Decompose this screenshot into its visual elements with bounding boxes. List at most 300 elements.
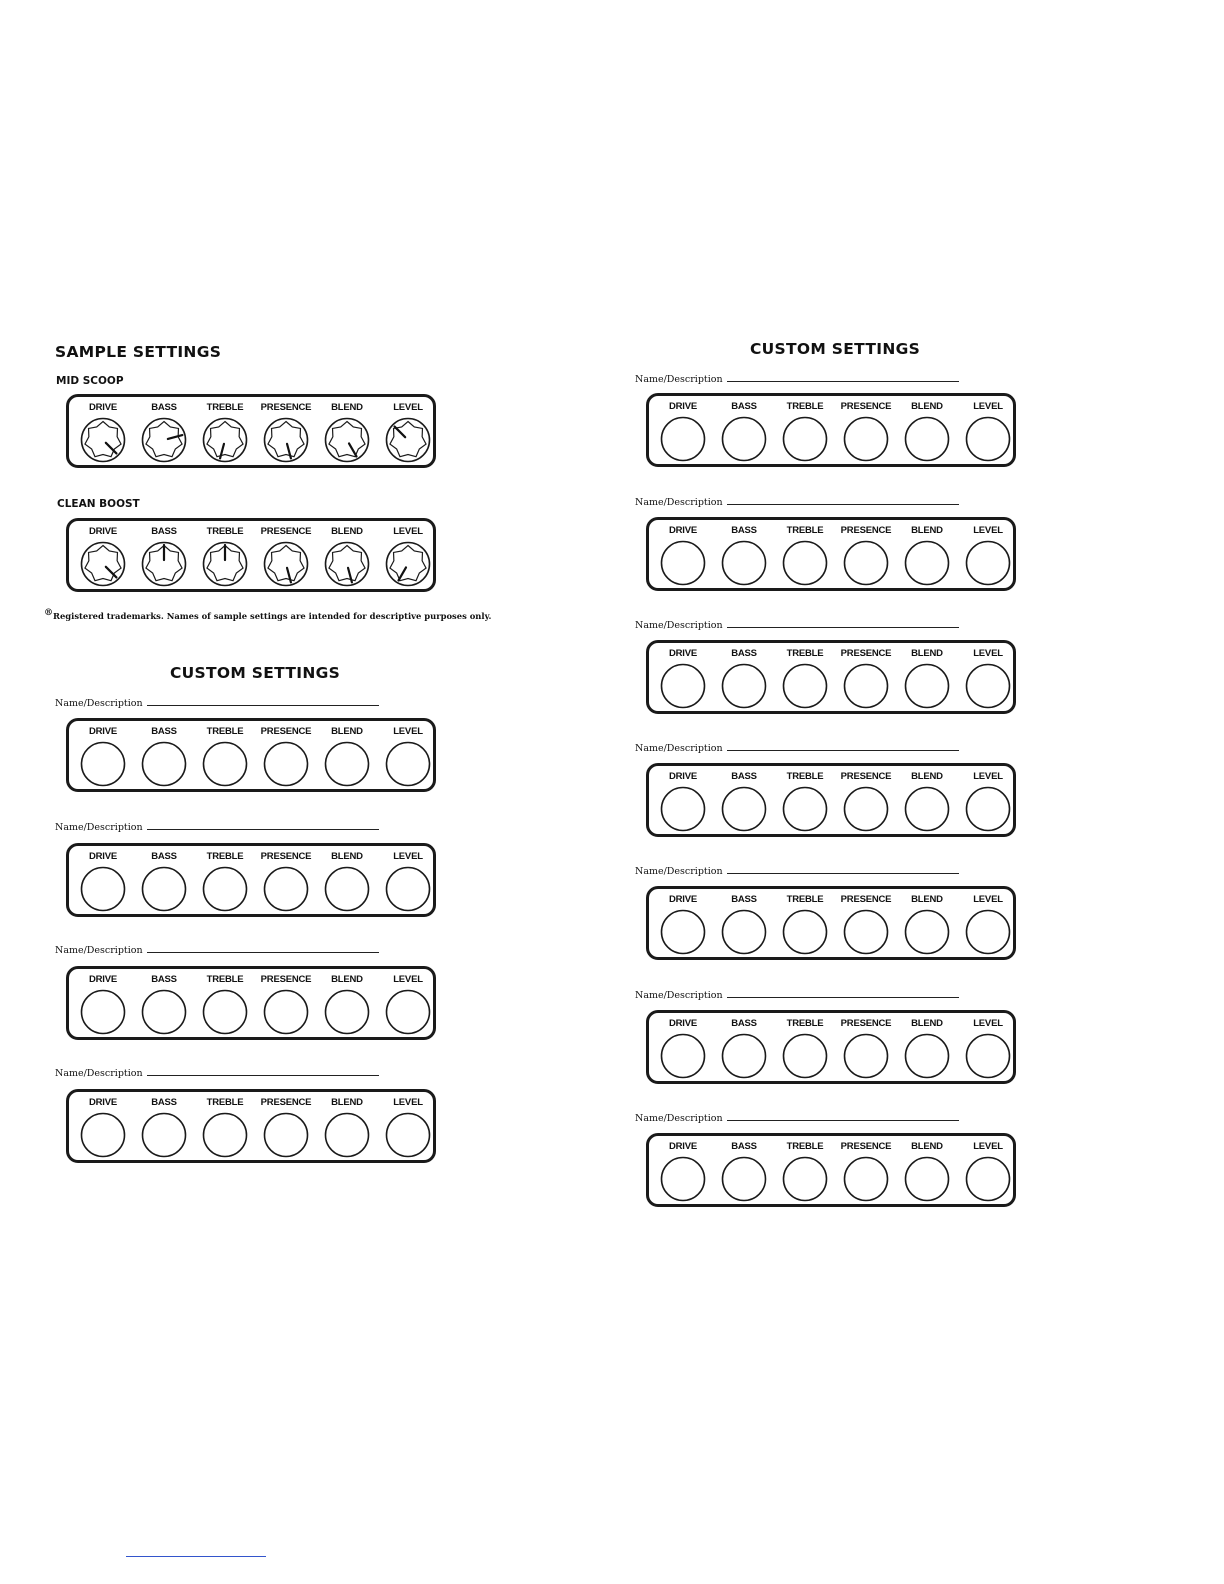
- knob-label-treble: TREBLE: [786, 771, 824, 782]
- knob-outline: [82, 1114, 125, 1157]
- blank-knob-circle[interactable]: [965, 663, 1011, 709]
- preset-label-mid-scoop: MID SCOOP: [56, 375, 124, 387]
- blank-knob-circle[interactable]: [263, 741, 309, 787]
- knob-label-bass: BASS: [731, 648, 757, 659]
- knob-outline: [906, 911, 949, 954]
- name-description-label: Name/Description: [55, 698, 143, 709]
- knob-outline: [662, 788, 705, 831]
- name-description-blank-line[interactable]: [727, 1120, 959, 1121]
- knob-outline: [662, 665, 705, 708]
- knob-outline: [784, 542, 827, 585]
- knob-presence: [256, 969, 316, 1037]
- blank-knob-circle[interactable]: [660, 416, 706, 462]
- name-description-blank-line[interactable]: [147, 952, 379, 953]
- knob-label-bass: BASS: [151, 851, 177, 862]
- knob-presence: [256, 1092, 316, 1160]
- blank-knob-circle[interactable]: [324, 1112, 370, 1158]
- name-description-label: Name/Description: [635, 374, 723, 385]
- knob-label-treble: TREBLE: [206, 974, 244, 985]
- custom-settings-panel: [646, 517, 1016, 591]
- blank-knob-circle[interactable]: [782, 663, 828, 709]
- blank-knob-circle[interactable]: [263, 866, 309, 912]
- knob-dial-icon: [202, 417, 248, 463]
- preset-panel-clean-boost: [66, 518, 436, 592]
- knob-bass: [134, 521, 194, 589]
- knob-label-bass: BASS: [731, 525, 757, 536]
- knob-drive: [653, 1013, 713, 1081]
- knob-blend: [897, 889, 957, 957]
- name-description-label: Name/Description: [55, 822, 143, 833]
- blank-knob-circle[interactable]: [660, 663, 706, 709]
- custom-settings-panel: [646, 1133, 1016, 1207]
- blank-knob-circle[interactable]: [324, 989, 370, 1035]
- name-description-field[interactable]: [635, 743, 959, 754]
- knob-label-treble: TREBLE: [206, 726, 244, 737]
- knob-dial-icon: [385, 541, 431, 587]
- blank-knob-circle[interactable]: [965, 786, 1011, 832]
- name-description-label: Name/Description: [635, 620, 723, 631]
- knob-outline: [265, 743, 308, 786]
- knob-treble: [195, 397, 255, 465]
- blank-knob-circle[interactable]: [843, 1156, 889, 1202]
- knob-presence: [836, 766, 896, 834]
- knob-bass: [714, 889, 774, 957]
- name-description-field[interactable]: [635, 620, 959, 631]
- knob-outline: [723, 788, 766, 831]
- knob-outline: [845, 665, 888, 708]
- knob-treble: [195, 1092, 255, 1160]
- name-description-label: Name/Description: [55, 945, 143, 956]
- knob-blend: [317, 721, 377, 789]
- custom-settings-panel: [66, 1089, 436, 1163]
- knob-outline: [82, 868, 125, 911]
- knob-label-blend: BLEND: [331, 726, 363, 737]
- name-description-blank-line[interactable]: [147, 829, 379, 830]
- name-description-blank-line[interactable]: [727, 997, 959, 998]
- knob-label-level: LEVEL: [973, 1018, 1003, 1029]
- knob-outline: [662, 911, 705, 954]
- knob-drive: [73, 846, 133, 914]
- name-description-field[interactable]: [55, 1068, 379, 1079]
- name-description-field[interactable]: [55, 822, 379, 833]
- blank-knob-circle[interactable]: [141, 1112, 187, 1158]
- knob-dial-icon: [141, 541, 187, 587]
- knob-outline: [845, 418, 888, 461]
- blank-knob-circle[interactable]: [904, 416, 950, 462]
- knob-bass: [134, 721, 194, 789]
- knob-presence: [836, 520, 896, 588]
- custom-settings-panel: [646, 886, 1016, 960]
- knob-drive: [73, 969, 133, 1037]
- knob-outline: [845, 1158, 888, 1201]
- knob-label-bass: BASS: [151, 1097, 177, 1108]
- knob-level: [378, 721, 438, 789]
- knob-outline: [204, 868, 247, 911]
- blank-knob-circle[interactable]: [721, 786, 767, 832]
- custom-settings-title-right: CUSTOM SETTINGS: [750, 340, 921, 358]
- knob-presence: [256, 721, 316, 789]
- knob-label-drive: DRIVE: [668, 1141, 698, 1152]
- blank-knob-circle[interactable]: [721, 909, 767, 955]
- blank-knob-circle[interactable]: [843, 416, 889, 462]
- knob-presence: [836, 1136, 896, 1204]
- name-description-label: Name/Description: [635, 990, 723, 1001]
- blank-knob-circle[interactable]: [843, 1033, 889, 1079]
- knob-presence: [836, 889, 896, 957]
- knob-level: [958, 520, 1018, 588]
- knob-treble: [775, 1013, 835, 1081]
- knob-label-bass: BASS: [731, 1018, 757, 1029]
- knob-label-presence: PRESENCE: [840, 525, 892, 536]
- custom-settings-panel: [646, 393, 1016, 467]
- knob-label-treble: TREBLE: [206, 851, 244, 862]
- knob-bass: [134, 397, 194, 465]
- knob-dial-icon: [324, 417, 370, 463]
- knob-outline: [326, 743, 369, 786]
- knob-label-level: LEVEL: [973, 771, 1003, 782]
- blank-knob-circle[interactable]: [721, 663, 767, 709]
- blank-knob-circle[interactable]: [843, 909, 889, 955]
- knob-outline: [387, 991, 430, 1034]
- knob-outline: [387, 743, 430, 786]
- knob-level: [958, 643, 1018, 711]
- knob-label-treble: TREBLE: [786, 648, 824, 659]
- knob-outline: [723, 1035, 766, 1078]
- knob-label-level: LEVEL: [973, 401, 1003, 412]
- knob-label-blend: BLEND: [911, 648, 943, 659]
- name-description-field[interactable]: [635, 866, 959, 877]
- blank-knob-circle[interactable]: [904, 663, 950, 709]
- knob-drive: [73, 397, 133, 465]
- knob-label-blend: BLEND: [911, 1141, 943, 1152]
- blank-knob-circle[interactable]: [385, 741, 431, 787]
- blank-knob-circle[interactable]: [965, 540, 1011, 586]
- knob-blend: [897, 643, 957, 711]
- knob-outline: [784, 911, 827, 954]
- knob-outline: [143, 991, 186, 1034]
- name-description-blank-line[interactable]: [727, 750, 959, 751]
- knob-label-treble: TREBLE: [786, 401, 824, 412]
- knob-drive: [653, 643, 713, 711]
- knob-blend: [897, 1013, 957, 1081]
- knob-bass: [134, 846, 194, 914]
- blank-knob-circle[interactable]: [721, 1156, 767, 1202]
- blank-knob-circle[interactable]: [202, 1112, 248, 1158]
- knob-label-blend: BLEND: [911, 894, 943, 905]
- blank-knob-circle[interactable]: [80, 989, 126, 1035]
- knob-outline: [204, 991, 247, 1034]
- blank-knob-circle[interactable]: [843, 786, 889, 832]
- name-description-blank-line[interactable]: [727, 627, 959, 628]
- knob-level: [378, 521, 438, 589]
- knob-presence: [836, 643, 896, 711]
- blank-knob-circle[interactable]: [904, 786, 950, 832]
- knob-label-level: LEVEL: [393, 851, 423, 862]
- knob-label-drive: DRIVE: [668, 401, 698, 412]
- blank-knob-circle[interactable]: [202, 866, 248, 912]
- blank-knob-circle[interactable]: [721, 416, 767, 462]
- knob-label-treble: TREBLE: [206, 1097, 244, 1108]
- blank-knob-circle[interactable]: [660, 1156, 706, 1202]
- knob-label-bass: BASS: [151, 402, 177, 413]
- knob-drive: [653, 396, 713, 464]
- blank-knob-circle[interactable]: [202, 741, 248, 787]
- custom-settings-panel: [646, 640, 1016, 714]
- knob-outline: [906, 418, 949, 461]
- knob-label-blend: BLEND: [911, 771, 943, 782]
- knob-outline: [967, 911, 1010, 954]
- knob-label-treble: TREBLE: [786, 894, 824, 905]
- knob-blend: [317, 969, 377, 1037]
- knob-label-treble: TREBLE: [786, 1141, 824, 1152]
- custom-settings-panel: [66, 718, 436, 792]
- knob-label-presence: PRESENCE: [260, 402, 312, 413]
- blank-knob-circle[interactable]: [385, 989, 431, 1035]
- knob-label-treble: TREBLE: [786, 525, 824, 536]
- name-description-field[interactable]: [635, 990, 959, 1001]
- blank-knob-circle[interactable]: [782, 786, 828, 832]
- knob-label-presence: PRESENCE: [260, 726, 312, 737]
- name-description-blank-line[interactable]: [147, 705, 379, 706]
- blank-knob-circle[interactable]: [263, 1112, 309, 1158]
- blank-knob-circle[interactable]: [904, 1156, 950, 1202]
- knob-outline: [265, 1114, 308, 1157]
- knob-label-presence: PRESENCE: [260, 526, 312, 537]
- blank-knob-circle[interactable]: [385, 866, 431, 912]
- knob-dial-icon: [263, 417, 309, 463]
- sample-settings-title: SAMPLE SETTINGS: [55, 343, 222, 361]
- knob-dial-icon: [80, 417, 126, 463]
- knob-drive: [73, 1092, 133, 1160]
- name-description-label: Name/Description: [55, 1068, 143, 1079]
- knob-outline: [845, 542, 888, 585]
- knob-bass: [714, 520, 774, 588]
- custom-settings-panel: [66, 843, 436, 917]
- knob-bass: [134, 969, 194, 1037]
- blank-knob-circle[interactable]: [141, 741, 187, 787]
- knob-label-treble: TREBLE: [206, 402, 244, 413]
- knob-outline: [387, 1114, 430, 1157]
- knob-level: [958, 1013, 1018, 1081]
- knob-outline: [967, 1035, 1010, 1078]
- blank-knob-circle[interactable]: [80, 1112, 126, 1158]
- knob-blend: [897, 1136, 957, 1204]
- blank-knob-circle[interactable]: [324, 741, 370, 787]
- knob-label-blend: BLEND: [331, 1097, 363, 1108]
- blank-knob-circle[interactable]: [141, 866, 187, 912]
- blank-knob-circle[interactable]: [904, 909, 950, 955]
- knob-outline: [845, 1035, 888, 1078]
- knob-dial-icon: [324, 541, 370, 587]
- knob-label-drive: DRIVE: [88, 726, 118, 737]
- knob-treble: [775, 1136, 835, 1204]
- knob-label-bass: BASS: [151, 974, 177, 985]
- knob-level: [958, 1136, 1018, 1204]
- knob-treble: [195, 721, 255, 789]
- knob-level: [378, 397, 438, 465]
- blank-knob-circle[interactable]: [263, 989, 309, 1035]
- knob-outline: [326, 1114, 369, 1157]
- name-description-blank-line[interactable]: [727, 381, 959, 382]
- knob-level: [378, 1092, 438, 1160]
- name-description-field[interactable]: [55, 945, 379, 956]
- knob-outline: [662, 542, 705, 585]
- knob-label-presence: PRESENCE: [840, 771, 892, 782]
- knob-drive: [653, 1136, 713, 1204]
- knob-label-blend: BLEND: [911, 525, 943, 536]
- blank-knob-circle[interactable]: [80, 866, 126, 912]
- knob-outline: [784, 1035, 827, 1078]
- knob-label-drive: DRIVE: [668, 894, 698, 905]
- knob-label-treble: TREBLE: [206, 526, 244, 537]
- blank-knob-circle[interactable]: [782, 416, 828, 462]
- knob-blend: [317, 521, 377, 589]
- knob-outline: [326, 868, 369, 911]
- blank-knob-circle[interactable]: [965, 1033, 1011, 1079]
- knob-label-drive: DRIVE: [668, 648, 698, 659]
- knob-label-blend: BLEND: [331, 851, 363, 862]
- custom-settings-panel: [66, 966, 436, 1040]
- knob-outline: [723, 542, 766, 585]
- blank-knob-circle[interactable]: [660, 1033, 706, 1079]
- knob-blend: [317, 846, 377, 914]
- blank-knob-circle[interactable]: [660, 540, 706, 586]
- knob-outline: [845, 788, 888, 831]
- blank-knob-circle[interactable]: [782, 909, 828, 955]
- knob-label-presence: PRESENCE: [260, 1097, 312, 1108]
- knob-treble: [775, 643, 835, 711]
- blank-knob-circle[interactable]: [721, 540, 767, 586]
- blank-knob-circle[interactable]: [721, 1033, 767, 1079]
- name-description-field[interactable]: [635, 1113, 959, 1124]
- page-link-underline[interactable]: [126, 1556, 266, 1557]
- knob-outline: [967, 788, 1010, 831]
- knob-outline: [265, 991, 308, 1034]
- blank-knob-circle[interactable]: [141, 989, 187, 1035]
- knob-presence: [256, 397, 316, 465]
- knob-label-level: LEVEL: [393, 726, 423, 737]
- knob-outline: [906, 542, 949, 585]
- blank-knob-circle[interactable]: [843, 540, 889, 586]
- knob-outline: [784, 1158, 827, 1201]
- knob-dial-icon: [263, 541, 309, 587]
- knob-outline: [265, 868, 308, 911]
- knob-level: [958, 766, 1018, 834]
- blank-knob-circle[interactable]: [965, 416, 1011, 462]
- knob-label-drive: DRIVE: [88, 526, 118, 537]
- blank-knob-circle[interactable]: [965, 1156, 1011, 1202]
- knob-presence: [256, 846, 316, 914]
- blank-knob-circle[interactable]: [660, 786, 706, 832]
- knob-label-blend: BLEND: [331, 402, 363, 413]
- name-description-field[interactable]: [635, 374, 959, 385]
- blank-knob-circle[interactable]: [202, 989, 248, 1035]
- blank-knob-circle[interactable]: [843, 663, 889, 709]
- blank-knob-circle[interactable]: [782, 1033, 828, 1079]
- knob-outline: [967, 665, 1010, 708]
- knob-bass: [714, 1136, 774, 1204]
- blank-knob-circle[interactable]: [904, 540, 950, 586]
- knob-level: [378, 846, 438, 914]
- knob-dial-icon: [202, 541, 248, 587]
- knob-outline: [906, 788, 949, 831]
- knob-label-drive: DRIVE: [88, 1097, 118, 1108]
- knob-treble: [775, 520, 835, 588]
- blank-knob-circle[interactable]: [324, 866, 370, 912]
- knob-blend: [897, 520, 957, 588]
- knob-bass: [714, 1013, 774, 1081]
- knob-label-drive: DRIVE: [668, 771, 698, 782]
- knob-presence: [256, 521, 316, 589]
- knob-drive: [653, 766, 713, 834]
- knob-label-drive: DRIVE: [668, 525, 698, 536]
- knob-label-drive: DRIVE: [88, 402, 118, 413]
- knob-bass: [714, 396, 774, 464]
- knob-outline: [387, 868, 430, 911]
- knob-outline: [662, 418, 705, 461]
- knob-outline: [662, 1158, 705, 1201]
- knob-label-bass: BASS: [731, 401, 757, 412]
- knob-presence: [836, 396, 896, 464]
- knob-outline: [204, 743, 247, 786]
- knob-bass: [714, 766, 774, 834]
- name-description-field[interactable]: [635, 497, 959, 508]
- footnote-text: Registered trademarks. Names of sample settings are intended for descriptive purposes only.: [53, 610, 492, 621]
- knob-outline: [662, 1035, 705, 1078]
- knob-level: [958, 889, 1018, 957]
- knob-label-level: LEVEL: [393, 402, 423, 413]
- knob-outline: [906, 665, 949, 708]
- knob-outline: [723, 911, 766, 954]
- knob-dial-icon: [141, 417, 187, 463]
- knob-outline: [143, 1114, 186, 1157]
- trademark-footnote: [44, 608, 491, 621]
- knob-blend: [897, 766, 957, 834]
- knob-outline: [784, 788, 827, 831]
- knob-outline: [723, 1158, 766, 1201]
- knob-label-presence: PRESENCE: [840, 1018, 892, 1029]
- knob-bass: [714, 643, 774, 711]
- knob-label-presence: PRESENCE: [840, 1141, 892, 1152]
- knob-label-presence: PRESENCE: [840, 648, 892, 659]
- knob-dial-icon: [80, 541, 126, 587]
- name-description-field[interactable]: [55, 698, 379, 709]
- knob-label-bass: BASS: [731, 1141, 757, 1152]
- blank-knob-circle[interactable]: [782, 540, 828, 586]
- knob-outline: [906, 1035, 949, 1078]
- knob-outline: [82, 991, 125, 1034]
- blank-knob-circle[interactable]: [904, 1033, 950, 1079]
- name-description-blank-line[interactable]: [727, 504, 959, 505]
- blank-knob-circle[interactable]: [965, 909, 1011, 955]
- knob-label-level: LEVEL: [973, 648, 1003, 659]
- knob-label-presence: PRESENCE: [260, 851, 312, 862]
- knob-outline: [967, 1158, 1010, 1201]
- blank-knob-circle[interactable]: [385, 1112, 431, 1158]
- knob-outline: [723, 665, 766, 708]
- name-description-blank-line[interactable]: [147, 1075, 379, 1076]
- knob-presence: [836, 1013, 896, 1081]
- knob-blend: [317, 1092, 377, 1160]
- blank-knob-circle[interactable]: [80, 741, 126, 787]
- blank-knob-circle[interactable]: [782, 1156, 828, 1202]
- knob-dial-icon: [385, 417, 431, 463]
- knob-label-level: LEVEL: [973, 525, 1003, 536]
- registered-mark: ®: [44, 608, 53, 618]
- knob-label-drive: DRIVE: [88, 851, 118, 862]
- blank-knob-circle[interactable]: [660, 909, 706, 955]
- name-description-blank-line[interactable]: [727, 873, 959, 874]
